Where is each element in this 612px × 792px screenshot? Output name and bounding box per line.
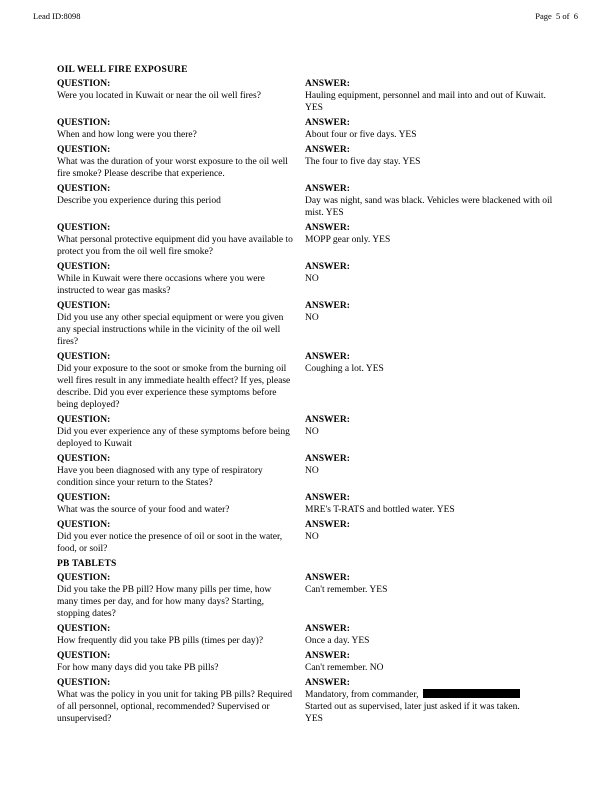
qa-row [57, 677, 557, 725]
question-cell [57, 677, 305, 725]
qa-row [57, 222, 557, 258]
qa-row [57, 414, 557, 450]
question-cell [57, 414, 305, 450]
question-cell [57, 519, 305, 555]
question-cell [57, 650, 305, 674]
answer-label: ANSWER: [305, 118, 350, 128]
answer-text: Coughing a lot. YES [305, 364, 384, 374]
answer-cell [305, 572, 557, 620]
question-cell [57, 572, 305, 620]
question-label: QUESTION: [57, 454, 111, 464]
question-text: What personal protective equipment did you have available to protect you from the oil well fire smoke? [57, 235, 293, 257]
answer-cell [305, 414, 557, 450]
document-content [57, 64, 557, 728]
answer-label: ANSWER: [305, 651, 350, 661]
answer-text: MOPP gear only. YES [305, 235, 391, 245]
page-number: Page 5 of 6 [535, 11, 578, 21]
answer-text: MRE's T-RATS and bottled water. YES [305, 505, 455, 515]
page-header [33, 10, 578, 22]
answer-text: NO [305, 313, 319, 323]
qa-row [57, 453, 557, 489]
question-cell [57, 117, 305, 141]
answer-text: NO [305, 532, 319, 542]
question-text: What was the duration of your worst exposure to the oil well fire smoke? Please describe that experience. [57, 157, 288, 179]
answer-label: ANSWER: [305, 262, 350, 272]
answer-text: Once a day. YES [305, 636, 370, 646]
question-label: QUESTION: [57, 184, 111, 194]
answer-cell [305, 78, 557, 114]
question-text: Did your exposure to the soot or smoke from the burning oil well fires result in any immediate health effect? If yes, please describe. Did you ever experience these symptoms before being deployed? [57, 364, 291, 410]
question-cell [57, 261, 305, 297]
answer-text: Can't remember. NO [305, 663, 384, 673]
answer-label: ANSWER: [305, 678, 350, 688]
section-title-pb-tablets: PB TABLETS [57, 559, 117, 569]
answer-cell [305, 300, 557, 348]
answer-text: NO [305, 466, 319, 476]
answer-text: Day was night, sand was black. Vehicles were blackened with oil mist. YES [305, 196, 553, 218]
answer-cell [305, 222, 557, 258]
qa-row [57, 78, 557, 114]
answer-cell [305, 623, 557, 647]
answer-text: Hauling equipment, personnel and mail into and out of Kuwait. YES [305, 91, 546, 113]
question-label: QUESTION: [57, 223, 111, 233]
question-label: QUESTION: [57, 301, 111, 311]
answer-cell [305, 677, 557, 725]
answer-label: ANSWER: [305, 493, 350, 503]
answer-line: Mandatory, from commander, [305, 690, 419, 700]
question-text: While in Kuwait were there occasions where you were instructed to wear gas masks? [57, 274, 265, 296]
question-text: Did you ever notice the presence of oil or soot in the water, food, or soil? [57, 532, 283, 554]
answer-cell [305, 492, 557, 516]
answer-text: Can't remember. YES [305, 585, 388, 595]
qa-row [57, 492, 557, 516]
answer-label: ANSWER: [305, 454, 350, 464]
question-text: Did you use any other special equipment or were you given any special instructions while in the vicinity of the oil well fires? [57, 313, 284, 347]
question-text: When and how long were you there? [57, 130, 197, 140]
question-label: QUESTION: [57, 79, 111, 89]
qa-row [57, 261, 557, 297]
question-text: For how many days did you take PB pills? [57, 663, 219, 673]
question-text: Did you ever experience any of these symptoms before being deployed to Kuwait [57, 427, 290, 449]
answer-label: ANSWER: [305, 145, 350, 155]
redaction-bar [423, 689, 520, 698]
question-cell [57, 300, 305, 348]
question-text: What was the source of your food and water? [57, 505, 230, 515]
question-label: QUESTION: [57, 520, 111, 530]
answer-cell [305, 144, 557, 180]
qa-row [57, 300, 557, 348]
question-label: QUESTION: [57, 651, 111, 661]
answer-label: ANSWER: [305, 223, 350, 233]
question-cell [57, 623, 305, 647]
answer-label: ANSWER: [305, 624, 350, 634]
answer-label: ANSWER: [305, 415, 350, 425]
answer-label: ANSWER: [305, 352, 350, 362]
question-text: Have you been diagnosed with any type of respiratory condition since your return to the States? [57, 466, 263, 488]
qa-row [57, 183, 557, 219]
qa-row [57, 623, 557, 647]
answer-text: The four to five day stay. YES [305, 157, 421, 167]
answer-cell [305, 453, 557, 489]
question-text: How frequently did you take PB pills (times per day)? [57, 636, 264, 646]
answer-cell [305, 519, 557, 555]
answer-text: NO [305, 274, 319, 284]
answer-cell [305, 183, 557, 219]
question-label: QUESTION: [57, 262, 111, 272]
question-label: QUESTION: [57, 678, 111, 688]
answer-text [305, 689, 557, 725]
answer-label: ANSWER: [305, 79, 350, 89]
qa-row [57, 144, 557, 180]
question-text: Were you located in Kuwait or near the oil well fires? [57, 91, 261, 101]
answer-cell [305, 351, 557, 411]
question-label: QUESTION: [57, 118, 111, 128]
qa-row [57, 572, 557, 620]
answer-label: ANSWER: [305, 184, 350, 194]
question-label: QUESTION: [57, 352, 111, 362]
question-cell [57, 78, 305, 114]
question-text: Did you take the PB pill? How many pills per time, how many times per day, and for how many days? Starting, stopping dates? [57, 585, 272, 619]
lead-id: Lead ID:8098 [33, 11, 81, 21]
question-cell [57, 453, 305, 489]
answer-cell [305, 261, 557, 297]
answer-cell [305, 117, 557, 141]
question-label: QUESTION: [57, 415, 111, 425]
answer-cell [305, 650, 557, 674]
question-label: QUESTION: [57, 573, 111, 583]
question-cell [57, 144, 305, 180]
answer-line: YES [305, 714, 323, 724]
question-cell [57, 351, 305, 411]
question-label: QUESTION: [57, 624, 111, 634]
question-cell [57, 222, 305, 258]
answer-label: ANSWER: [305, 520, 350, 530]
section-title-oil-well-fire-exposure: OIL WELL FIRE EXPOSURE [57, 65, 188, 75]
qa-row [57, 117, 557, 141]
question-label: QUESTION: [57, 493, 111, 503]
question-text: What was the policy in you unit for taking PB pills? Required of all personnel, optional, recommended? Supervised or unsupervised? [57, 690, 293, 724]
qa-row [57, 351, 557, 411]
answer-text: About four or five days. YES [305, 130, 417, 140]
question-text: Describe you experience during this period [57, 196, 221, 206]
answer-line: Started out as supervised, later just asked if it was taken. [305, 702, 520, 712]
question-cell [57, 183, 305, 219]
qa-row [57, 650, 557, 674]
answer-label: ANSWER: [305, 301, 350, 311]
answer-label: ANSWER: [305, 573, 350, 583]
question-label: QUESTION: [57, 145, 111, 155]
answer-text: NO [305, 427, 319, 437]
qa-row [57, 519, 557, 555]
question-cell [57, 492, 305, 516]
